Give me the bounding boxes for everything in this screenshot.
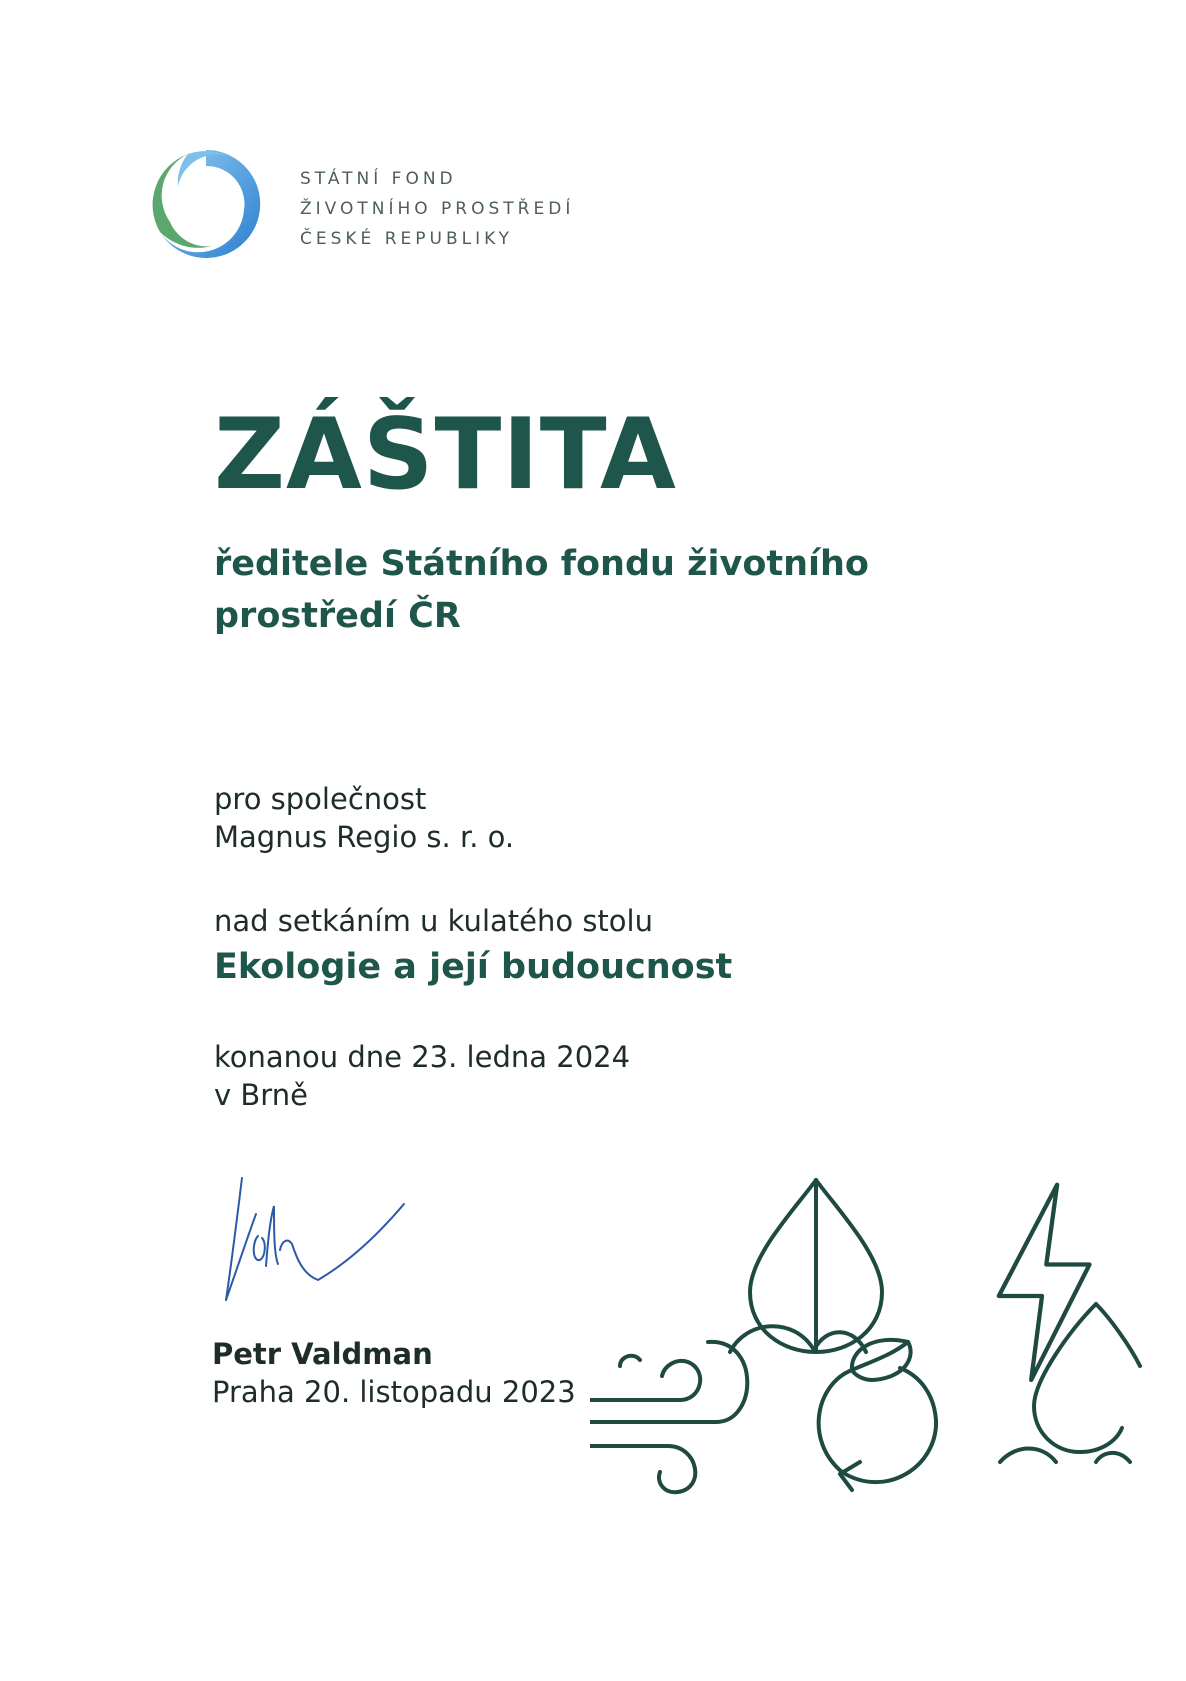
signatory-name: Petr Valdman bbox=[212, 1337, 433, 1371]
signatory-place-date: Praha 20. listopadu 2023 bbox=[212, 1375, 576, 1409]
subtitle-line-1: ředitele Státního fondu životního bbox=[214, 544, 869, 584]
eco-icons-group bbox=[590, 1170, 1186, 1681]
recipient-name: Magnus Regio s. r. o. bbox=[214, 820, 515, 854]
recycle-leaf-icon bbox=[819, 1340, 936, 1490]
logo-text bbox=[300, 164, 574, 254]
sfzp-logo-icon bbox=[148, 146, 264, 262]
event-intro: nad setkáním u kulatého stolu bbox=[214, 904, 653, 938]
event-date: konanou dne 23. ledna 2024 bbox=[214, 1040, 631, 1074]
logo-line-3: ČESKÉ REPUBLIKY bbox=[300, 229, 514, 249]
subtitle-line-2: prostředí ČR bbox=[214, 596, 461, 636]
event-name: Ekologie a její budoucnost bbox=[214, 947, 733, 987]
lightning-icon bbox=[999, 1185, 1090, 1380]
handwritten-signature bbox=[222, 1170, 442, 1310]
logo-line-2: ŽIVOTNÍHO PROSTŘEDÍ bbox=[300, 199, 575, 219]
subtitle bbox=[214, 538, 934, 642]
page-title: ZÁŠTITA bbox=[214, 398, 677, 512]
event-place: v Brně bbox=[214, 1078, 308, 1112]
water-drop-icon bbox=[1000, 1304, 1140, 1462]
logo-line-1: STÁTNÍ FOND bbox=[300, 169, 457, 189]
recipient-intro: pro společnost bbox=[214, 782, 427, 816]
wind-icon bbox=[590, 1342, 747, 1492]
